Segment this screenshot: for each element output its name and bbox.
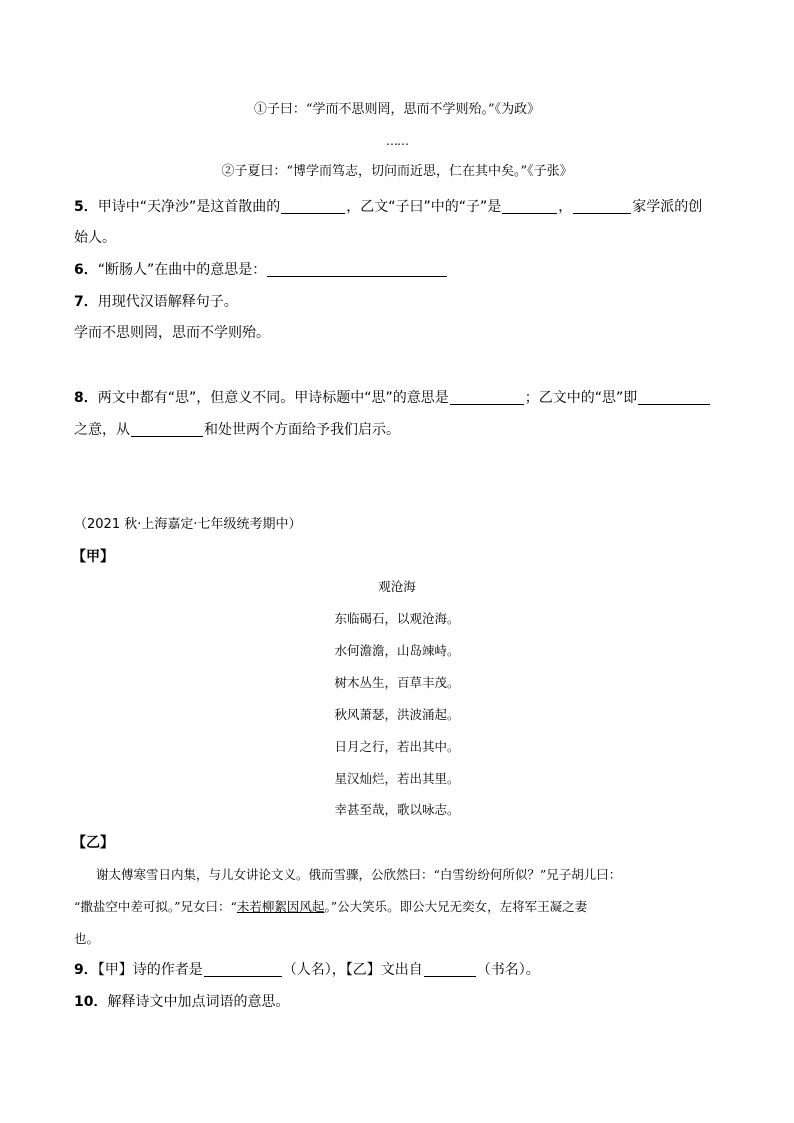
poem-line: 树木丛生，百草丰茂。 <box>334 675 460 690</box>
yi-passage-line <box>74 897 587 917</box>
yi-passage-line: 谢太傅寒雪日内集，与儿女讲论文义。俄而雪骤，公欣然曰：“白雪纷纷何所似？”兄子胡儿曰： <box>96 867 622 882</box>
question-6-text: “断肠人”在曲中的意思是： <box>97 262 267 278</box>
quote-2: ②子夏曰：“博学而笃志，切问而近思，仁在其中矣。”《子张》 <box>221 164 573 179</box>
question-8-number: 8． <box>74 390 98 406</box>
yi-label: 【乙】 <box>72 835 114 851</box>
question-8-continued <box>74 420 400 440</box>
question-6 <box>74 260 448 280</box>
question-9-text-3: （书名）。 <box>476 962 540 978</box>
yi-passage-line: 也。 <box>74 931 100 946</box>
question-7-text: 用现代汉语解释句子。 <box>97 294 238 310</box>
poem-title: 观沧海 <box>378 579 416 594</box>
answer-blank[interactable] <box>502 199 557 214</box>
answer-blank[interactable] <box>281 199 345 214</box>
question-7-number: 7． <box>74 294 98 310</box>
question-8-text-1: 两文中都有“思”，但意义不同。甲诗标题中“思”的意思是 <box>97 390 449 406</box>
poem-line: 东临碣石，以观沧海。 <box>334 611 460 626</box>
yi-underlined-phrase: 未若柳絮因风起 <box>236 899 325 914</box>
answer-blank[interactable] <box>204 962 282 977</box>
question-8-text-4: 和处世两个方面给予我们启示。 <box>204 422 400 438</box>
question-5-number: 5． <box>74 199 98 215</box>
answer-blank[interactable] <box>450 390 524 405</box>
poem-line: 秋风萧瑟，洪波涌起。 <box>334 707 460 722</box>
source-note: （2021 秋·上海嘉定·七年级统考期中） <box>74 517 302 532</box>
quote-1: ①子曰：“学而不思则罔，思而不学则殆。”《为政》 <box>253 102 541 117</box>
question-8-text-3: 之意，从 <box>74 422 130 438</box>
question-5-text-1: 甲诗中“天净沙”是这首散曲的 <box>97 199 281 215</box>
question-9 <box>74 960 540 980</box>
question-8 <box>74 388 711 408</box>
question-5 <box>74 197 702 217</box>
answer-blank[interactable] <box>131 422 203 437</box>
answer-blank[interactable] <box>267 262 447 277</box>
question-7-sentence: 学而不思则罔，思而不学则殆。 <box>74 325 270 341</box>
question-5-text-2: ，乙文“子曰”中的“子”是 <box>346 199 502 215</box>
answer-blank[interactable] <box>424 962 476 977</box>
answer-blank[interactable] <box>638 390 710 405</box>
question-8-text-2: ；乙文中的“思”即 <box>524 390 638 406</box>
question-5-text-4: 家学派的创 <box>632 199 703 215</box>
poem-line: 星汉灿烂，若出其里。 <box>334 771 460 786</box>
poem-line: 日月之行，若出其中。 <box>334 739 460 754</box>
question-9-text-2: （人名），【乙】文出自 <box>282 962 423 978</box>
question-5-text-3: ， <box>558 199 573 215</box>
poem-line: 水何澹澹，山岛竦峙。 <box>334 643 460 658</box>
question-6-number: 6． <box>74 262 98 278</box>
question-10 <box>74 992 289 1012</box>
yi-passage-text: 。”公大笑乐。即公大兄无奕女，左将军王凝之妻 <box>324 899 588 914</box>
answer-blank[interactable] <box>573 199 631 214</box>
question-10-text: 解释诗文中加点词语的意思。 <box>107 994 290 1010</box>
poem-line: 幸甚至哉，歌以咏志。 <box>334 802 460 817</box>
yi-passage-text: “撒盐空中差可拟。”兄女曰：“ <box>74 899 237 914</box>
ellipsis: …… <box>386 134 408 148</box>
question-9-text-1: 【甲】诗的作者是 <box>97 962 203 978</box>
question-5-continued: 始人。 <box>74 230 116 246</box>
question-7 <box>74 292 238 312</box>
jia-label: 【甲】 <box>72 549 114 565</box>
question-9-number: 9． <box>74 962 98 978</box>
question-10-number: 10． <box>74 994 108 1010</box>
